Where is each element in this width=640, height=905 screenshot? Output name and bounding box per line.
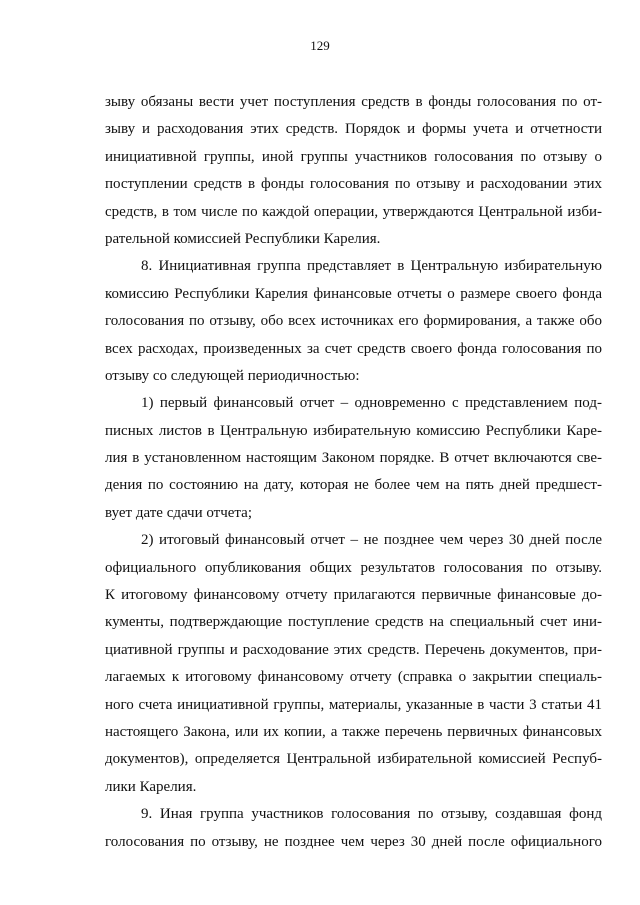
text-line: 1) первый финансовый отчет – одновременно с представлением под- [141, 395, 602, 412]
text-line: комиссию Республики Карелия финансовые отчеты о размере своего фонда [105, 285, 602, 302]
text-line: документов), определяется Центральной избирательной комиссией Респуб- [105, 751, 602, 768]
text-line: вует дате сдачи отчета; [105, 504, 252, 521]
text-line: рательной комиссией Республики Карелия. [105, 230, 381, 247]
text-line: циативной группы и расходование этих средств. Перечень документов, при- [105, 641, 602, 658]
text-line: настоящего Закона, или их копии, а также перечень первичных финансовых [105, 723, 602, 740]
text-line: К итоговому финансовому отчету прилагаются первичные финансовые до- [105, 587, 602, 604]
text-line: официального опубликования общих результатов голосования по отзыву. [105, 559, 602, 576]
text-line: зыву и расходования этих средств. Порядок и формы учета и отчетности [105, 121, 602, 138]
text-line: отзыву со следующей периодичностью: [105, 367, 360, 384]
text-line: лики Карелия. [105, 778, 197, 795]
text-line: писных листов в Центральную избирательную комиссию Республики Каре- [105, 422, 602, 439]
text-line: лия в установленном настоящим Законом порядке. В отчет включаются све- [105, 450, 602, 467]
text-line: средств, в том числе по каждой операции, утверждаются Центральной изби- [105, 203, 602, 220]
document-body [105, 89, 602, 856]
text-line: 9. Иная группа участников голосования по отзыву, создавшая фонд [141, 806, 602, 823]
text-line: лагаемых к итоговому финансовому отчету (справка о закрытии специаль- [105, 669, 602, 686]
text-line: дения по состоянию на дату, которая не более чем на пять дней предшест- [105, 477, 602, 494]
text-line: голосования по отзыву, не позднее чем через 30 дней после официального [105, 833, 602, 850]
text-line: зыву обязаны вести учет поступления средств в фонды голосования по от- [105, 94, 602, 110]
text-line: всех расходах, произведенных за счет средств своего фонда голосования по [105, 340, 602, 357]
text-line: инициативной группы, иной группы участников голосования по отзыву о [105, 148, 602, 165]
text-line: поступлении средств в фонды голосования по отзыву и расходовании этих [105, 176, 602, 193]
text-line: 2) итоговый финансовый отчет – не позднее чем через 30 дней после [141, 532, 602, 549]
text-line: ного счета инициативной группы, материалы, указанные в части 3 статьи 41 [105, 696, 602, 713]
page-number: 129 [310, 38, 330, 53]
text-line: кументы, подтверждающие поступление средств на специальный счет ини- [105, 614, 602, 631]
text-line: 8. Инициативная группа представляет в Центральную избирательную [141, 258, 602, 275]
text-line: голосования по отзыву, обо всех источниках его формирования, а также обо [105, 313, 602, 330]
